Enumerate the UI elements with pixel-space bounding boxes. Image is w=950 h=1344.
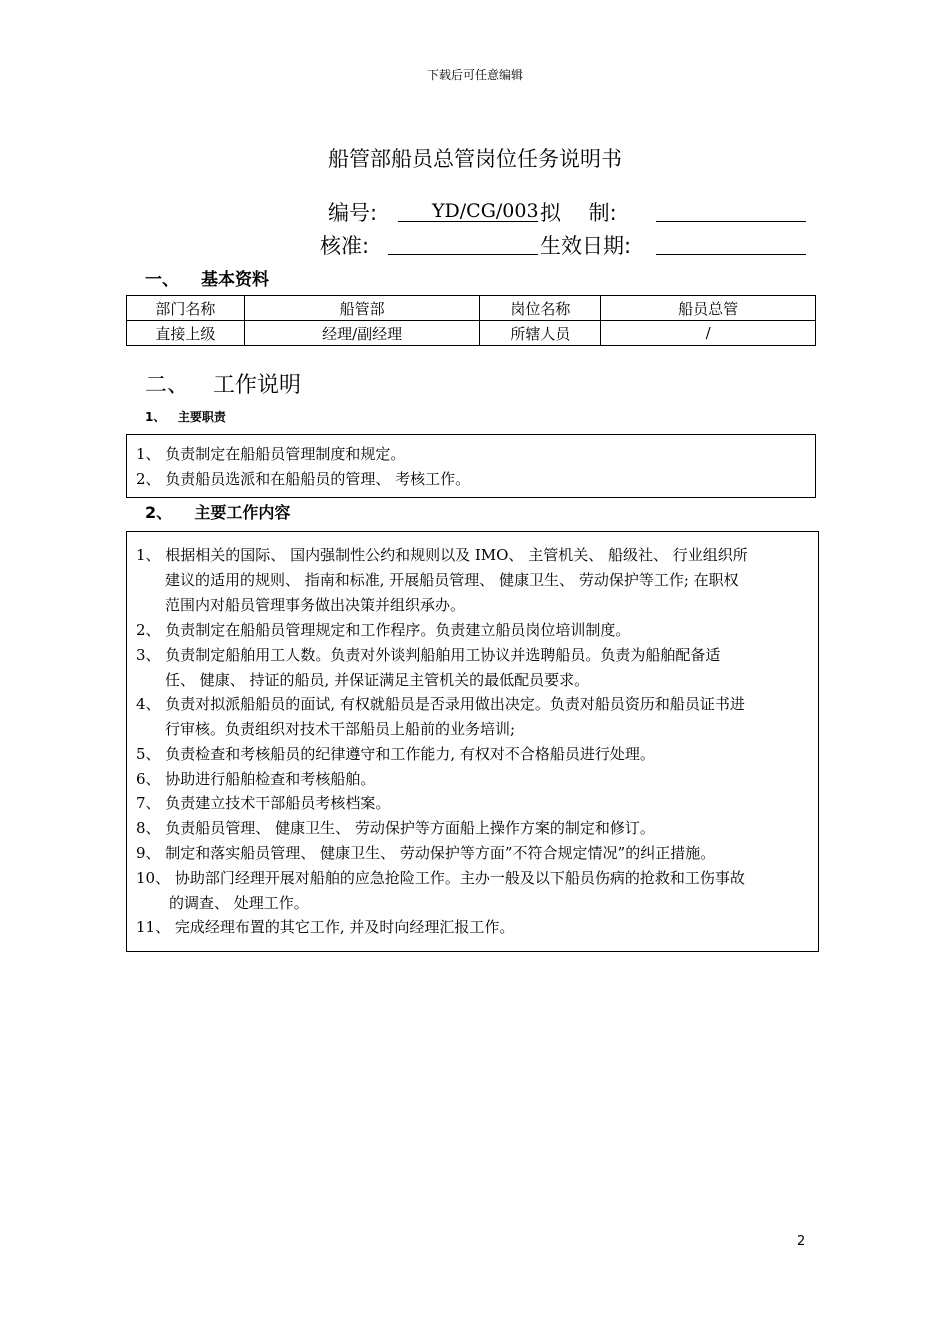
section-work-description-heading bbox=[145, 368, 301, 399]
subsection-main-duties-heading bbox=[145, 408, 226, 425]
list-item: 11、 完成经理布置的其它工作, 并及时向经理汇报工作。 bbox=[136, 918, 515, 936]
section-title: 工作说明 bbox=[213, 373, 302, 398]
list-item-continuation: 行审核。负责组织对技术干部船员上船前的业务培训; bbox=[165, 720, 516, 738]
table-cell: 直接上级 bbox=[127, 321, 245, 346]
table-cell: 岗位名称 bbox=[480, 296, 601, 321]
subsection-work-content-heading bbox=[145, 500, 290, 523]
list-item: 9、 制定和落实船员管理、 健康卫生、 劳动保护等方面”不符合规定情况”的纠正措施。 bbox=[136, 844, 716, 862]
work-content-box bbox=[126, 531, 819, 952]
list-item: 8、 负责船员管理、 健康卫生、 劳动保护等方面船上操作方案的制定和修订。 bbox=[136, 819, 655, 837]
section-basic-info-heading bbox=[145, 265, 269, 290]
table-row bbox=[127, 296, 816, 321]
list-item: 5、 负责检查和考核船员的纪律遵守和工作能力, 有权对不合格船员进行处理。 bbox=[136, 745, 655, 763]
section-number: 一、 bbox=[145, 270, 179, 290]
table-cell: 所辖人员 bbox=[480, 321, 601, 346]
list-item-continuation: 的调查、 处理工作。 bbox=[169, 894, 309, 912]
subsection-number: 1、 bbox=[145, 410, 166, 424]
subsection-title: 主要工作内容 bbox=[194, 503, 291, 522]
section-title: 基本资料 bbox=[201, 270, 269, 290]
list-item: 1、 负责制定在船船员管理制度和规定。 bbox=[136, 445, 406, 463]
list-item: 6、 协助进行船舶检查和考核船舶。 bbox=[136, 770, 376, 788]
table-cell: 船员总管 bbox=[601, 296, 816, 321]
list-item-continuation: 范围内对船员管理事务做出决策并组织承办。 bbox=[165, 596, 466, 614]
section-number: 二、 bbox=[145, 373, 190, 398]
table-cell: 船管部 bbox=[244, 296, 480, 321]
list-item-continuation: 建议的适用的规则、 指南和标准, 开展船员管理、 健康卫生、 劳动保护等工作; 在职权 bbox=[165, 571, 739, 589]
list-item-continuation: 任、 健康、 持证的船员, 并保证满足主管机关的最低配员要求。 bbox=[165, 671, 590, 689]
table-cell: 部门名称 bbox=[127, 296, 245, 321]
effective-date-label: 生效日期: bbox=[540, 234, 632, 258]
list-item: 7、 负责建立技术干部船员考核档案。 bbox=[136, 794, 391, 812]
list-item: 2、 负责船员选派和在船船员的管理、 考核工作。 bbox=[136, 470, 471, 488]
table-cell: / bbox=[601, 321, 816, 346]
draft-label: 拟 制: bbox=[540, 201, 617, 225]
subsection-title: 主要职责 bbox=[177, 410, 226, 424]
draft-field bbox=[656, 199, 806, 222]
page-title: 船管部船员总管岗位任务说明书 bbox=[328, 147, 622, 171]
list-item: 10、 协助部门经理开展对船舶的应急抢险工作。主办一般及以下船员伤病的抢救和工伤事故 bbox=[136, 869, 745, 887]
number-label: 编号: bbox=[328, 201, 378, 225]
list-item: 2、 负责制定在船船员管理规定和工作程序。负责建立船员岗位培训制度。 bbox=[136, 621, 631, 639]
list-item: 4、 负责对拟派船船员的面试, 有权就船员是否录用做出决定。负责对船员资历和船员证书进 bbox=[136, 695, 745, 713]
list-item: 1、 根据相关的国际、 国内强制性公约和规则以及 IMO、 主管机关、 船级社、 行业组织所 bbox=[136, 546, 748, 564]
header-note: 下载后可任意编辑 bbox=[426, 68, 523, 82]
effective-date-field bbox=[656, 232, 806, 255]
number-value: YD/CG/003 bbox=[432, 200, 539, 222]
list-item: 3、 负责制定船舶用工人数。负责对外谈判船舶用工协议并选聘船员。负责为船舶配备适 bbox=[136, 646, 721, 664]
basic-info-table bbox=[126, 295, 816, 346]
duties-box bbox=[126, 434, 816, 498]
table-cell: 经理/副经理 bbox=[244, 321, 480, 346]
approve-field bbox=[388, 232, 538, 255]
table-row bbox=[127, 321, 816, 346]
approve-label: 核准: bbox=[320, 234, 370, 258]
page-number: 2 bbox=[797, 1234, 806, 1249]
subsection-number: 2、 bbox=[145, 503, 173, 522]
